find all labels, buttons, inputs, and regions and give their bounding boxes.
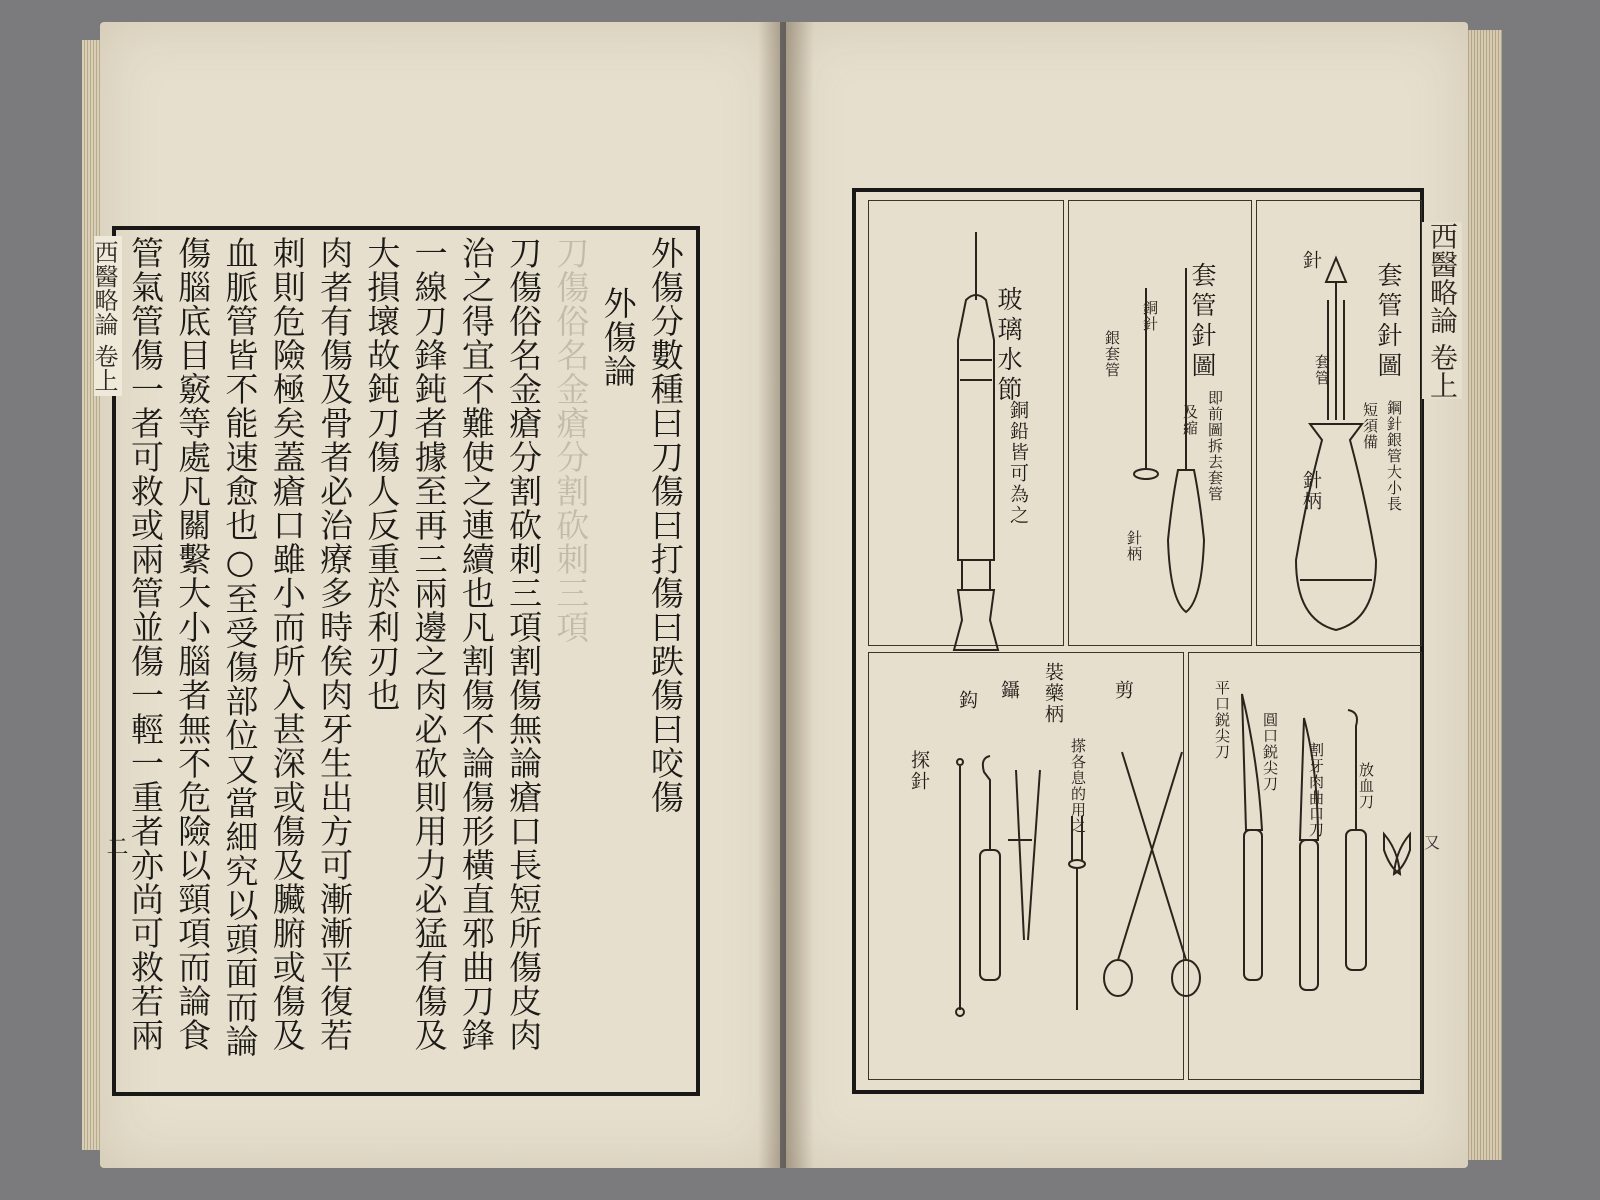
label-needle-large-note: 鋼針銀管大小長 — [1385, 400, 1403, 512]
probe-drawing — [956, 759, 964, 1016]
margin-note: 又 — [1424, 833, 1441, 852]
label-gum-knife: 割牙肉曲口刀 — [1307, 742, 1325, 838]
show-through-text: 刀傷俗名金瘡分割砍刺三項 — [551, 236, 591, 644]
text-column: 一線刀鋒鈍者據至再三兩邊之肉必砍則用力必猛有傷及 — [409, 236, 449, 1052]
page-number: 二 — [103, 835, 128, 857]
label-dressing-note: 搽各息的用之 — [1069, 738, 1087, 834]
gum-knife-drawing — [1346, 710, 1366, 970]
label-silver-sheath: 銀套管 — [1103, 330, 1121, 378]
dressing-handle-drawing — [1069, 816, 1085, 1010]
label-needle-handle: 針柄 — [1125, 530, 1143, 562]
lancet-drawing — [1384, 834, 1410, 874]
label-hook: 鈎 — [956, 690, 978, 711]
label-probe: 探針 — [908, 750, 930, 792]
label-sheath: 套管 — [1313, 354, 1331, 386]
label-needle-large-note2: 短須備 — [1361, 402, 1379, 450]
label-round-knife: 圓口鋭尖刀 — [1261, 712, 1279, 792]
text-column: 肉者有傷及骨者必治療多時俟肉牙生出方可漸漸平復若 — [315, 236, 355, 1052]
label-syringe-note: 銅鉛皆可為之 — [1007, 400, 1029, 526]
label-lancet: 放血刀 — [1357, 762, 1375, 810]
label-scissors: 剪 — [1112, 680, 1134, 701]
text-column: 大損壞故鈍刀傷人反重於利刃也 — [362, 236, 402, 712]
margin-title: 西醫略論 — [90, 240, 118, 336]
section-title: 外傷論 — [598, 286, 638, 388]
label-needle-small-title: 套管針圖 — [1188, 262, 1217, 382]
hook-drawing — [980, 756, 1000, 980]
scissors-drawing — [1104, 752, 1200, 996]
label-needle-small-note2: 及縮 — [1181, 404, 1199, 436]
label-handle: 針柄 — [1300, 470, 1322, 512]
text-column: 外傷分數種曰刀傷曰打傷曰跌傷曰咬傷 — [645, 236, 685, 814]
label-flat-knife: 平口鋭尖刀 — [1213, 680, 1231, 760]
text-column: 刀傷俗名金瘡分割砍刺三項割傷無論瘡口長短所傷皮肉 — [504, 236, 544, 1052]
label-forceps: 鑷 — [998, 680, 1020, 701]
flat-knife-drawing — [1242, 694, 1262, 980]
label-dressing-handle: 裝藥柄 — [1042, 662, 1064, 725]
text-column: 傷腦底目竅等處凡關繫大小腦者無不危險以頸項而論食 — [173, 236, 213, 1052]
text-column: 血脈管皆不能速愈也○至受傷部位又當細究以頭面而論 — [220, 236, 260, 1058]
margin-title: 西醫略論 — [1426, 222, 1459, 334]
round-knife-drawing — [1300, 718, 1318, 990]
text-column: 治之得宜不難使之連續也凡割傷不論傷形橫直邪曲刀鋒 — [456, 236, 496, 1052]
margin-volume: 卷上 — [1426, 342, 1459, 399]
text-column: 管氣管傷一者可救或兩管並傷一輕一重者亦尚可救若兩 — [126, 236, 165, 1052]
text-column: 刺則危險極矣蓋瘡口雖小而所入甚深或傷及臟腑或傷及 — [267, 236, 307, 1052]
label-needle-large-title: 套管針圖 — [1374, 262, 1403, 382]
label-syringe-title: 玻璃水節 — [994, 286, 1023, 406]
large-trocar-drawing — [1296, 258, 1376, 630]
small-trocar-drawing — [1134, 268, 1204, 612]
margin-volume: 卷上 — [90, 343, 118, 392]
label-needle-small-note: 即前圖拆去套管 — [1206, 390, 1224, 502]
label-needle-tip: 針 — [1300, 250, 1322, 271]
forceps-drawing — [1008, 770, 1040, 940]
syringe-drawing — [954, 232, 998, 650]
label-copper-needle: 銅針 — [1141, 300, 1159, 332]
